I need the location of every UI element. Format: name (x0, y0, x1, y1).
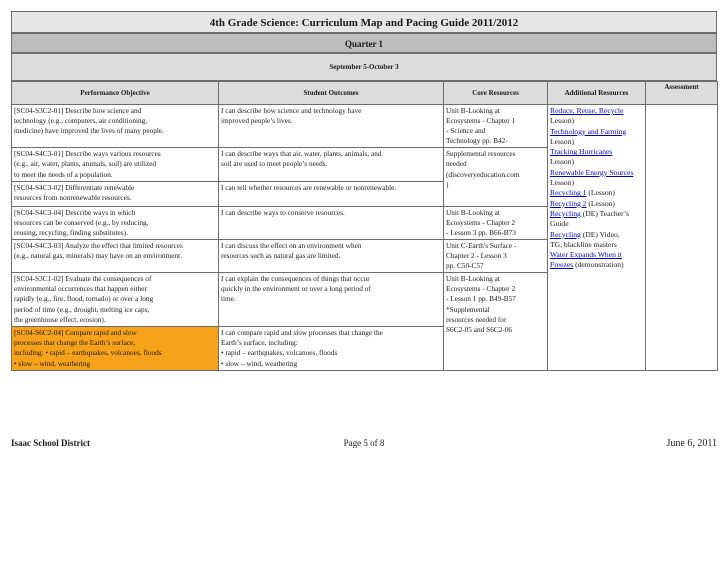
resource-link[interactable]: Recycling (550, 208, 581, 218)
resource-link[interactable]: Tracking Hurricanes (550, 147, 613, 157)
outcome-cell (219, 206, 444, 239)
col-header-objective: Performance Objective (12, 82, 219, 105)
resource-note: TG, blackline masters (550, 239, 617, 249)
outcome-line: I can describe ways that air, water, plants, animals, and (221, 149, 382, 159)
core-resource-cell (444, 105, 548, 148)
col-header-assessment: Assessment (646, 82, 718, 105)
objective-line: environmental occurrences that happen either (14, 284, 147, 294)
objective-line: medicine) have improved the lives of many people. (14, 126, 164, 136)
col-header-core: Core Resources (444, 82, 548, 105)
core-line: Ecosystems - Chapter 2 (446, 217, 516, 227)
resource-note: Guide (550, 219, 569, 229)
additional-resource-line (550, 250, 643, 260)
objective-cell (12, 181, 219, 206)
objective-line: including: • rapid – earthquakes, volcanoes, floods (14, 348, 162, 358)
table-row (12, 105, 718, 148)
objective-line: [SC04-S6C2-04] Compare rapid and slow (14, 328, 137, 338)
core-line: Ecosystems - Chapter 2 (446, 284, 516, 294)
core-line: needed (446, 159, 467, 169)
resource-link[interactable]: Renewable Energy Sources (550, 167, 634, 177)
core-line: *Supplemental (446, 304, 490, 314)
resource-link[interactable]: Freezes (550, 260, 574, 270)
core-resource-cell (444, 239, 548, 272)
objective-line: [SC04-S4C3-02] Differentiate renewable (14, 182, 135, 192)
objective-line: resources can be conserved (e.g., by reducing, (14, 217, 149, 227)
core-resource-cell (444, 148, 548, 206)
additional-resource-line (550, 230, 643, 240)
resource-link[interactable]: Reduce, Reuse, Recycle (550, 106, 624, 115)
objective-cell (12, 239, 219, 272)
page-number: Page 5 of 8 (343, 438, 385, 448)
core-line: Supplemental resources (446, 149, 516, 159)
resource-link[interactable]: Recycling 2 (550, 198, 587, 208)
core-line: Unit B-Looking at (446, 207, 500, 217)
outcome-line: quickly in the environment or over a long period of (221, 284, 371, 294)
objective-line: rapidly (e.g., fire, flood, tornado) or over a long (14, 294, 154, 304)
additional-resource-line (550, 127, 643, 137)
objective-line: [SC04-S3C1-02] Evaluate the consequences of (14, 274, 152, 284)
resource-note: Lesson) (550, 116, 575, 126)
additional-resource-line (550, 137, 643, 147)
outcome-cell (219, 148, 444, 181)
objective-line: processes that change the Earth’s surface, (14, 338, 136, 348)
resource-link[interactable]: Recycling 1 (550, 188, 587, 198)
resource-note: Lesson) (550, 178, 575, 188)
core-line: ) (446, 179, 449, 189)
objective-line: (e.g., natural gas, minerals) may have on an environment. (14, 251, 182, 261)
outcome-line: resources such as natural gas are limited. (221, 251, 341, 261)
outcome-cell (219, 239, 444, 272)
additional-resource-line (550, 188, 643, 198)
core-line: - Lesson 1 pp. B49-B57 (446, 294, 516, 304)
col-header-outcomes: Student Outcomes (219, 82, 444, 105)
outcome-cell (219, 327, 444, 371)
additional-resource-line (550, 106, 643, 116)
page-footer (11, 438, 717, 458)
date-range: September 5-October 3 (11, 53, 717, 81)
objective-line: resources from nonrenewable resources. (14, 192, 132, 202)
additional-resource-line (550, 168, 643, 178)
outcome-cell (219, 273, 444, 327)
outcome-line: • slow – wind, weathering (221, 358, 298, 368)
curriculum-table (11, 81, 718, 371)
outcome-line: I can discuss the effect on an environment when (221, 240, 362, 250)
core-line: (discoveryeducation.com (446, 169, 520, 179)
objective-line: [SC04-S3C2-01] Describe how science and (14, 106, 142, 115)
core-line: Technology pp. B42- (446, 136, 508, 146)
resource-note: (demonstration) (573, 260, 624, 270)
outcome-line: Earth’s surface, including: (221, 338, 298, 348)
objective-cell (12, 105, 219, 148)
assessment-cell (646, 105, 718, 371)
core-resource-cell (444, 273, 548, 371)
outcome-line: • rapid – earthquakes, volcanoes, floods (221, 348, 338, 358)
objective-line: reusing, recycling, finding substitutes). (14, 227, 128, 237)
additional-resource-line (550, 209, 643, 219)
resource-note: Lesson) (550, 157, 575, 167)
core-line: pp. C50-C57 (446, 261, 484, 271)
objective-line: period of time (e.g., drought, melting ice caps, (14, 304, 150, 314)
objective-cell (12, 148, 219, 181)
resource-note: (Lesson) (586, 198, 615, 208)
additional-resource-line (550, 178, 643, 188)
objective-line: • slow – wind, weathering (14, 358, 91, 368)
district-name: Isaac School District (11, 438, 90, 448)
objective-line: [SC04-S4C3-01] Describe ways various resources (14, 149, 161, 159)
outcome-line: time. (221, 294, 236, 304)
outcome-cell (219, 181, 444, 206)
outcome-line: soil are used to meet people’s needs. (221, 159, 328, 169)
footer-date: June 6, 2011 (666, 438, 717, 449)
core-line: S6C2-05 and S6C2-06 (446, 324, 513, 334)
core-line: resources needed for (446, 314, 507, 324)
additional-resources-cell (548, 105, 646, 371)
core-resource-cell (444, 206, 548, 239)
outcome-line: I can compare rapid and slow processes that change the (221, 328, 383, 338)
objective-line: technology (e.g., computers, air conditioning, (14, 116, 148, 126)
additional-resource-line (550, 240, 643, 250)
resource-note: Lesson) (550, 136, 575, 146)
outcome-line: improved people’s lives. (221, 116, 293, 126)
objective-line: the greenhouse effect, erosion). (14, 314, 106, 324)
additional-resource-line (550, 219, 643, 229)
outcome-line: I can tell whether resources are renewable or nonrenewable. (221, 182, 397, 192)
resource-note: (DE) Teacher’s (580, 208, 629, 218)
document-title: 4th Grade Science: Curriculum Map and Pacing Guide 2011/2012 (11, 11, 717, 33)
additional-resource-line (550, 116, 643, 126)
core-line: Unit B-Looking at (446, 274, 500, 284)
col-header-additional: Additional Resources (548, 82, 646, 105)
additional-resource-line (550, 147, 643, 157)
core-line: Unit B-Looking at (446, 106, 500, 115)
resource-link[interactable]: Technology and Farming (550, 126, 627, 136)
additional-resource-line (550, 157, 643, 167)
outcome-line: I can explain the consequences of things that occur (221, 274, 370, 284)
outcome-line: I can describe ways to conserve resources. (221, 207, 345, 217)
objective-line: [SC04-S4C3-03] Analyze the effect that limited resources (14, 240, 183, 250)
objective-line: to meet the needs of a population. (14, 169, 113, 179)
resource-note: (Lesson) (586, 188, 615, 198)
objective-cell (12, 206, 219, 239)
core-line: Chapter 2 - Lesson 3 (446, 251, 507, 261)
objective-line: [SC04-S4C3-04] Describe ways in which (14, 207, 136, 217)
outcome-cell (219, 105, 444, 148)
core-line: - Science and (446, 126, 486, 136)
core-line: - Lesson 3 pp. B66-B73 (446, 227, 516, 237)
additional-resource-line (550, 199, 643, 209)
objective-cell-highlighted (12, 327, 219, 371)
outcome-line: I can describe how science and technology have (221, 106, 362, 115)
resource-note: (DE) Video, (580, 229, 620, 239)
additional-resource-line (550, 260, 643, 270)
core-line: Ecosystems - Chapter 1 (446, 116, 516, 126)
objective-cell (12, 273, 219, 327)
objective-line: (e.g., air, water, plants, animals, soil) are utilized (14, 159, 157, 169)
resource-link[interactable]: Water Expands When it (550, 250, 622, 260)
table-header-row (12, 82, 718, 105)
resource-link[interactable]: Recycling (550, 229, 581, 239)
core-line: Unit C-Earth's Surface - (446, 240, 517, 250)
quarter-heading: Quarter 1 (11, 33, 717, 53)
